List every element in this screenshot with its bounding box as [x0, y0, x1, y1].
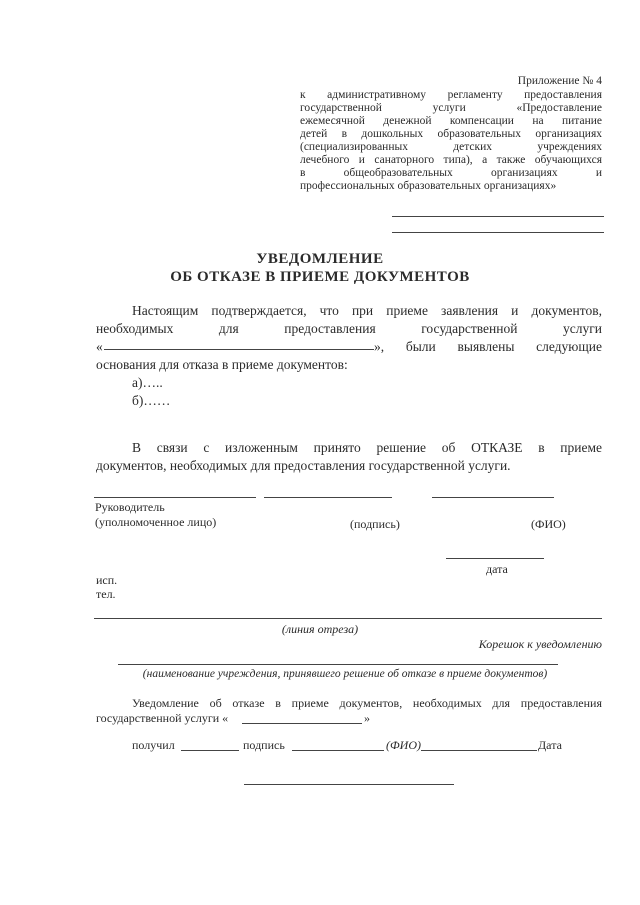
received-fio-blank: [421, 750, 537, 751]
appendix-number: Приложение № 4: [517, 75, 602, 87]
received-fio-label: (ФИО): [386, 738, 421, 752]
appendix-line: в общеобразовательных организациях и: [300, 167, 602, 179]
decision-line-2: документов, необходимых для предоставления государственной услуги.: [96, 458, 511, 473]
sign-label: (подпись): [350, 517, 400, 531]
stub-label: Корешок к уведомлению: [478, 637, 602, 651]
notice-line-2-end: »: [364, 711, 370, 725]
received-blank: [181, 750, 239, 751]
appendix-line: ежемесячной денежной компенсации на питание: [300, 115, 602, 127]
title-line-1: УВЕДОМЛЕНИЕ: [256, 251, 384, 267]
received-signature-blank: [292, 750, 384, 751]
tel-label: тел.: [96, 587, 116, 601]
page-title: [0, 251, 640, 286]
service-name-blank: [104, 349, 374, 350]
received-label: получил: [132, 738, 175, 752]
title-line-2: ОБ ОТКАЗЕ В ПРИЕМЕ ДОКУМЕНТОВ: [170, 269, 470, 285]
cut-line: [94, 618, 602, 619]
notice-service-blank: [242, 723, 362, 724]
decision-line-1: В связи с изложенным принято решение об ОТКАЗЕ в приеме: [132, 440, 602, 455]
cut-line-label: (линия отреза): [281, 622, 359, 636]
isp-label: исп.: [96, 573, 118, 587]
appendix-line: профессиональных образовательных организациях»: [300, 180, 557, 192]
head-label: Руководитель: [95, 500, 165, 514]
date-line: [446, 558, 544, 559]
body-line-4: основания для отказа в приеме документов:: [96, 357, 348, 372]
head-sublabel: (уполномоченное лицо): [95, 515, 217, 529]
fio-label: (ФИО): [531, 517, 566, 531]
appendix-line: детей в дошкольных образовательных организациях: [300, 128, 602, 140]
institution-line: [118, 664, 558, 665]
received-date-label: Дата: [538, 738, 562, 752]
reason-item-b: б)……: [132, 393, 171, 408]
appendix-line: к административному регламенту предоставления: [300, 89, 602, 101]
body-line-3-end: », были выявлены следующие: [374, 339, 602, 354]
appendix-blank-line-2: [392, 232, 604, 233]
reason-item-a: а)…..: [132, 375, 163, 390]
body-line-2: необходимых для предоставления государственной услуги: [96, 321, 602, 336]
notice-line-2-start: государственной услуги «: [96, 711, 229, 725]
date-label: дата: [486, 562, 508, 576]
notice-line-1: Уведомление об отказе в приеме документов, необходимых для предоставления: [132, 696, 602, 710]
received-signature-label: подпись: [243, 738, 285, 752]
fio-line: [432, 497, 554, 498]
appendix-text: [300, 89, 602, 193]
appendix-blank-line-1: [392, 216, 604, 217]
institution-label: (наименование учреждения, принявшего решение об отказе в приеме документов): [142, 668, 548, 680]
appendix-line: государственной услуги «Предоставление: [300, 102, 602, 114]
appendix-line: лечебного и санаторного типа), а также обучающихся: [300, 154, 602, 166]
body-line-3-start: «: [96, 339, 103, 354]
head-name-line: [94, 497, 256, 498]
appendix-line: (специализированных детских учреждениях: [300, 141, 602, 153]
body-line-1: Настоящим подтверждается, что при приеме заявления и документов,: [132, 303, 602, 318]
bottom-line: [244, 784, 454, 785]
signature-line: [264, 497, 392, 498]
